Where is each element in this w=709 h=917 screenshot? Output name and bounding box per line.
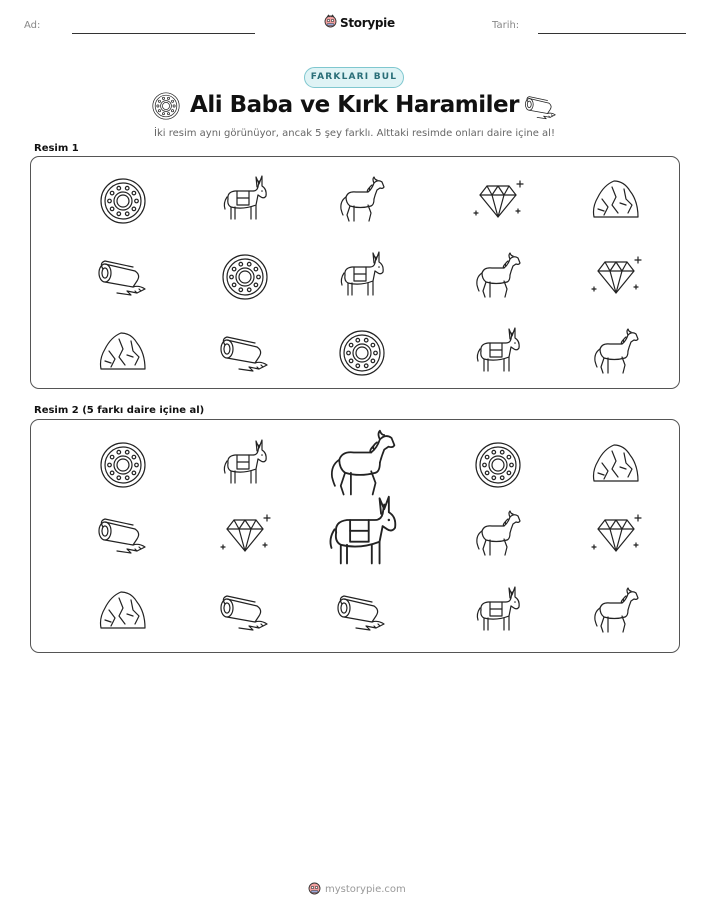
donkey-icon[interactable] — [316, 489, 409, 582]
date-line[interactable] — [538, 33, 686, 34]
brand-logo — [324, 13, 395, 32]
rock-icon — [93, 323, 153, 383]
date-label: Tarih: — [492, 20, 520, 31]
name-label: Ad: — [24, 20, 41, 31]
horse-icon — [468, 247, 528, 307]
diamond-icon[interactable] — [586, 505, 646, 565]
horse-icon — [586, 323, 646, 383]
panel-1-label: Resim 1 — [34, 143, 79, 154]
diamond-icon — [468, 171, 528, 231]
horse-icon[interactable] — [586, 582, 646, 642]
instructions: İki resim aynı görünüyor, ancak 5 şey farklı. Alttaki resimde onları daire içine al! — [154, 128, 555, 139]
footer-url: mystorypie.com — [325, 884, 406, 895]
picture-1-panel — [30, 156, 680, 389]
name-line[interactable] — [72, 33, 255, 34]
picture-2-panel[interactable] — [30, 419, 680, 653]
carpet-roll-icon — [525, 94, 557, 124]
carpet-roll-icon — [215, 323, 275, 383]
brand-name: Storypie — [340, 15, 395, 30]
rock-icon[interactable] — [93, 582, 153, 642]
coin-icon — [215, 247, 275, 307]
coin-icon — [93, 171, 153, 231]
diamond-icon[interactable] — [215, 505, 275, 565]
carpet-roll-icon[interactable] — [332, 582, 392, 642]
donkey-icon[interactable] — [215, 435, 275, 495]
storypie-mascot-icon — [324, 13, 337, 32]
donkey-icon — [215, 171, 275, 231]
storypie-mascot-icon — [308, 880, 321, 899]
donkey-icon — [468, 323, 528, 383]
coin-icon[interactable] — [93, 435, 153, 495]
rock-icon — [586, 171, 646, 231]
carpet-roll-icon[interactable] — [215, 582, 275, 642]
activity-badge: FARKLARI BUL — [304, 67, 404, 88]
coin-icon[interactable] — [468, 435, 528, 495]
page-title: Ali Baba ve Kırk Haramiler — [190, 92, 519, 118]
panel-2-label: Resim 2 (5 farkı daire içine al) — [34, 405, 205, 416]
carpet-roll-icon[interactable] — [93, 505, 153, 565]
horse-icon[interactable] — [468, 505, 528, 565]
rock-icon[interactable] — [586, 435, 646, 495]
donkey-icon — [332, 247, 392, 307]
diamond-icon — [586, 247, 646, 307]
horse-icon — [332, 171, 392, 231]
donkey-icon[interactable] — [468, 582, 528, 642]
coin-icon — [332, 323, 392, 383]
footer — [308, 880, 406, 899]
carpet-roll-icon — [93, 247, 153, 307]
